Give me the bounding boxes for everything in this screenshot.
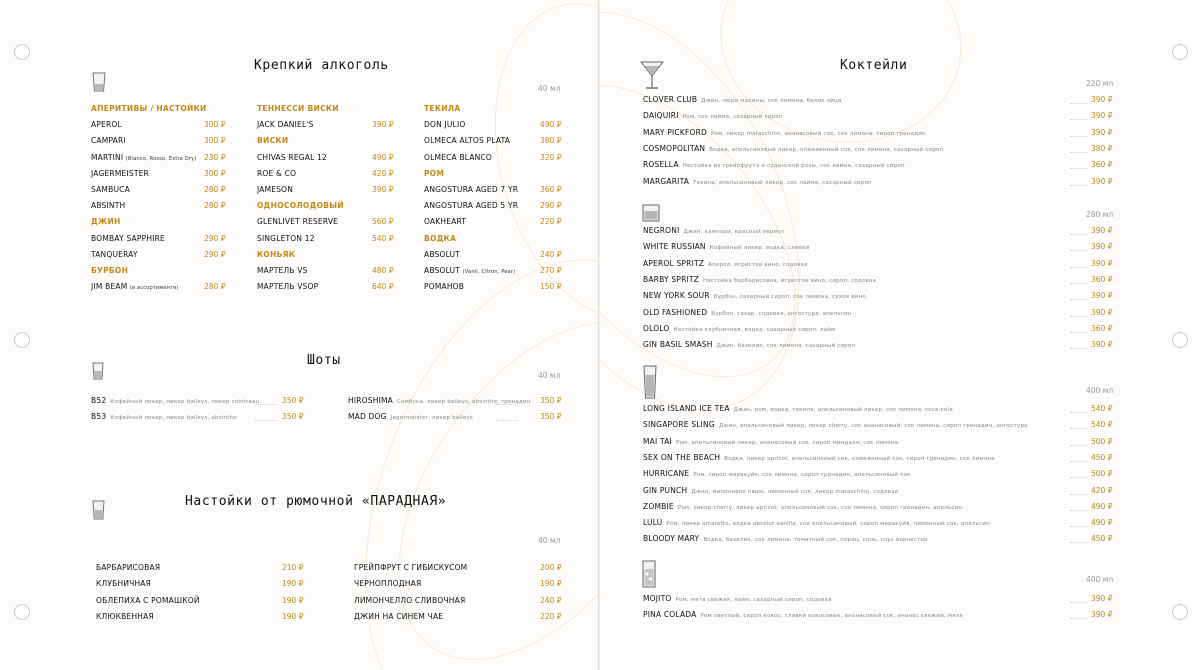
menu-item-name [643,420,1028,429]
menu-item-price: 190 ₽ [282,611,304,621]
shot-glass-icon [92,362,104,380]
dotted-leader [1070,332,1088,333]
item-name-text: OAKHEART [424,217,467,227]
item-name-text: CAMPARI [91,136,126,146]
item-name-text: МАРТЕЛЬ VS [257,266,308,275]
menu-item-name [91,412,237,421]
menu-item-price: 390 ₽ [372,120,394,130]
menu-item-name [643,534,928,543]
item-name-text: ABSOLUT [424,266,461,275]
binder-hole [1172,44,1188,60]
menu-item-name [257,153,327,162]
menu-item-price: 500 ₽ [1091,469,1113,479]
menu-item-name [91,201,125,210]
item-name-text: HIROSHIMA [348,396,393,405]
menu-item-name [348,412,473,421]
menu-item-price: 490 ₽ [1091,501,1113,511]
item-description: Ром, ликер cherry, ликер apricot, апельсиновый сок, сок лимона, сироп гренадин, апельсин [677,504,963,511]
menu-item-name [643,518,990,527]
menu-item-name: ДЖИН НА СИНЕМ ЧАЕ [354,611,444,621]
menu-item-name [643,502,962,511]
item-note: (Vanil, Citron, Pear) [462,269,516,275]
volume-label: 40 мл [538,371,561,380]
menu-item-name [643,486,898,495]
dotted-leader [1070,602,1088,603]
dotted-leader [1070,250,1088,251]
volume-label: 400 мл [1086,386,1114,395]
menu-item-price: 380 ₽ [540,136,562,146]
item-description: Jagermeister, ликер baileys [390,415,473,421]
menu-item-name: КЛЮКВЕННАЯ [96,611,154,621]
item-name-text: APEROL [91,120,122,130]
item-name-text: РОМАНОВ [424,282,465,292]
menu-item-name [643,437,898,446]
menu-item-name [424,120,465,129]
item-description: Самбука, ликер baileys, absinthe, гренадин [396,399,531,405]
menu-item-name [643,308,852,317]
menu-item-price: 540 ₽ [1091,420,1113,430]
item-description: Ром, ликер maraschino, ананасовый сок, сок лимона, сироп гренадин [711,130,926,137]
menu-item-price: 450 ₽ [1091,452,1113,462]
dotted-leader [1070,494,1088,495]
item-name-text: GIN BASIL SMASH [643,340,713,350]
item-name-text: МАРТЕЛЬ VSOP [257,282,319,292]
item-name-text: HURRICANE [643,469,690,479]
dotted-leader [1070,316,1088,317]
item-name-text: TANQUERAY [91,249,138,259]
item-description: Настойка барбарисовая, игристое вино, сироп, содовая [703,277,876,284]
menu-item-name [91,120,122,129]
menu-item-name [91,250,138,259]
marble-swirl [704,0,977,161]
item-description: Ром светлый, сироп кокос, сливки кокосовые, ананасовый сок, ананас свежий, мята [700,613,963,620]
menu-item-name [424,153,492,162]
item-description: Джин, пюре малины, сок лимона, белок яйца [701,98,842,104]
dotted-leader [496,420,518,421]
item-description: Джин, кампари, красный вермут [683,229,785,235]
menu-item-price: 540 ₽ [1091,404,1113,413]
menu-item-price: 480 ₽ [372,266,394,275]
menu-item-price: 220 ₽ [540,611,562,621]
highball-glass-icon [643,365,657,399]
dotted-leader [1070,477,1088,478]
item-description: Джин, базилик, сок лимона, сахарный сироп [716,343,856,350]
item-description: Джин, апельсиновый ликер, ликер cherry, сок ананасовый, сок лимона, сироп гренадин, ангостура [718,423,1028,430]
dotted-leader [255,420,277,421]
dotted-leader [1070,119,1088,120]
dotted-leader [1070,299,1088,300]
menu-item-price: 240 ₽ [540,249,562,259]
category-label: ТЕКИЛА [424,104,461,113]
item-name-text: LONG ISLAND ICE TEA [643,404,730,413]
menu-item-name [91,185,130,194]
item-note: (в ассортименте) [129,285,179,292]
item-name-text: MAD DOG [348,412,387,421]
dotted-leader [1070,542,1088,543]
shot-glass-icon [92,500,105,520]
item-description: Ром, сок лайма, сахарный сироп [682,114,783,121]
category-label: ВИСКИ [257,136,289,146]
item-name-text: BOMBAY SAPPHIRE [91,233,165,243]
menu-item-name [257,120,314,129]
category-label: ТЕННЕССИ ВИСКИ [257,104,339,113]
item-name-text: MARY PICKFORD [643,127,707,137]
item-description: Джин, малиновое пюре, лимонный сок, ликер maraschino, содовая [691,488,899,495]
menu-item-price: 390 ₽ [1091,594,1113,603]
category-label: РОМ [424,168,445,178]
item-name-text: APEROL SPRITZ [643,258,705,268]
menu-item-name [424,250,460,259]
item-description: Кофейный ликер, ликер baileys, absinthe [110,415,237,421]
volume-label: 400 мл [1086,575,1114,584]
dotted-leader [1070,283,1088,284]
menu-item-name: ЧЕРНОПЛОДНАЯ [354,579,422,589]
category-label: ОДНОСОЛОДОВЫЙ [257,201,344,211]
volume-label: 40 мл [538,84,561,93]
menu-item-price: 190 ₽ [540,579,562,589]
item-description: Водка, апельсиновый ликер, клюквенный сок, сок лимона, сахарный сироп [709,146,944,153]
menu-item-name [643,259,808,268]
item-name-text: DON JULIO [424,120,466,130]
item-description: Ром, мята свежая, лайм, сахарный сироп, содовая [675,597,832,603]
menu-item-price: 390 ₽ [1091,176,1113,186]
menu-item-name [91,234,165,243]
item-name-text: JAGERMEISTER [91,168,149,178]
menu-item-price: 360 ₽ [1091,274,1113,284]
dotted-leader [1070,103,1088,104]
menu-item-name: БАРБАРИСОВАЯ [96,563,161,572]
menu-item-name [91,282,179,291]
menu-item-name [643,324,835,333]
menu-item-name [643,144,943,153]
item-name-text: SAMBUCA [91,185,130,194]
dotted-leader [1070,185,1088,186]
item-name-text: MAI TAI [643,436,672,446]
menu-item-name [257,282,318,291]
menu-item-price: 300 ₽ [204,136,226,146]
item-name-text: ANGOSTURA AGED 5 YR [424,201,519,211]
category-label: БУРБОН [91,266,129,275]
dotted-leader [1070,445,1088,446]
menu-item-name [643,469,911,478]
menu-item-name [257,217,338,226]
menu-item-price: 640 ₽ [372,282,394,292]
item-name-text: CLOVER CLUB [643,95,698,104]
item-description: Джин, ром, водка, текила, апельсиновый ликер, сок лимона, coca-cola [733,407,953,413]
dotted-leader [1070,152,1088,153]
item-name-text: GIN PUNCH [643,485,688,495]
item-name-text: ROE & CO [257,168,297,178]
item-name-text: ROSELLA [643,160,679,170]
rocks-glass-icon [642,204,660,222]
dotted-leader [496,404,518,405]
menu-item-price: 390 ₽ [1091,242,1113,252]
item-description: Ром, ликер amaretto, водка absolut vanilla, сок апельсиновый, сироп маракуйя, лимонный сок, апельсин [666,521,990,528]
volume-label: 40 мл [538,536,561,545]
menu-item-name [91,169,149,178]
menu-item-price: 300 ₽ [204,168,226,178]
item-name-text: DAIQUIRI [643,111,679,121]
menu-item-name [643,95,842,104]
menu-item-name [643,610,963,619]
martini-glass-icon [640,60,664,90]
menu-item-name [257,234,315,243]
item-name-text: ZOMBIE [643,501,674,511]
menu-item-price: 190 ₽ [282,579,304,589]
section-title-shots: Шоты [307,353,341,368]
binder-hole [14,44,30,60]
item-description: Водка, ликер apricot, апельсиновый сок, клюквенный сок, сироп гренадин, сок лимона [724,455,995,462]
item-name-text: SINGAPORE SLING [643,420,715,430]
menu-item-price: 220 ₽ [540,217,562,227]
item-name-text: B52 [91,396,107,405]
item-name-text: WHITE RUSSIAN [643,242,706,252]
item-description: Настойка из грейпфрута и суданской розы, сок лайма, сахарный сироп [682,163,905,170]
menu-item-price: 450 ₽ [1091,534,1113,544]
menu-item-price: 210 ₽ [282,563,304,572]
menu-item-name [643,453,995,462]
menu-item-price: 280 ₽ [204,282,226,292]
item-name-text: GLENLIVET RESERVE [257,217,339,227]
item-name-text: OLMECA ALTOS PLATA [424,136,511,146]
marble-swirl [341,271,600,670]
volume-label: 220 мл [1086,79,1114,88]
menu-item-name [643,128,926,137]
item-description: Бурбон, сахар, содовая, ангостура, апельсин [711,310,852,317]
item-name-text: NEW YORK SOUR [643,291,710,301]
menu-item-name [643,291,866,300]
right-page [600,0,1200,670]
menu-item-price: 300 ₽ [204,120,226,130]
dotted-leader [1070,526,1088,527]
menu-item-price: 490 ₽ [1091,518,1113,528]
binder-hole [1172,332,1188,348]
item-description: Водка, базилик, сок лимона, томатный сок, перец, соль, соус ворчестер [703,537,928,544]
menu-item-name [643,160,905,169]
category-label: ВОДКА [424,233,457,243]
menu-item-name [643,275,876,284]
item-name-text: COSMOPOLITAN [643,143,706,153]
menu-item-price: 390 ₽ [1091,95,1113,104]
menu-item-name [643,177,872,186]
menu-item-price: 230 ₽ [204,152,226,162]
dotted-leader [1070,510,1088,511]
menu-item-price: 150 ₽ [540,282,562,292]
dotted-leader [1070,618,1088,619]
menu-item-price: 390 ₽ [1091,258,1113,268]
menu-item-price: 360 ₽ [540,185,562,194]
menu-item-name [257,185,293,194]
menu-item-name [643,226,785,235]
menu-item-price: 350 ₽ [282,412,304,421]
item-name-text: ABSINTH [91,201,126,211]
menu-item-price: 560 ₽ [372,217,394,227]
menu-item-price: 420 ₽ [372,168,394,178]
menu-item-price: 270 ₽ [540,266,562,275]
menu-item-price: 350 ₽ [540,396,562,405]
dotted-leader [1070,267,1088,268]
menu-item-price: 320 ₽ [540,152,562,162]
menu-item-name [643,594,832,603]
item-description: Бурбон, сахарный сироп, сок лимона, сухое вино [713,294,866,301]
menu-item-name [91,396,259,405]
menu-item-price: 360 ₽ [1091,323,1113,333]
menu-item-price: 280 ₽ [204,201,226,211]
menu-item-name [643,111,783,120]
dotted-leader [1070,234,1088,235]
menu-item-name [643,340,855,349]
item-description: Аперол, игристое вино, содовая [708,261,808,268]
menu-item-name [424,201,518,210]
menu-item-price: 390 ₽ [1091,340,1113,350]
item-note: (Bianco, Rosso, Extra Dry) [125,155,197,162]
dotted-leader [255,404,277,405]
menu-item-price: 390 ₽ [1091,226,1113,235]
menu-item-price: 390 ₽ [372,185,394,194]
item-description: Ром, апельсиновый ликер, ананасовый сок, сироп миндаля, сок лимона [675,439,899,446]
item-name-text: MARGARITA [643,176,690,186]
item-name-text: JAMESON [257,185,294,194]
item-name-text: ABSOLUT [424,249,461,259]
item-name-text: OLMECA BLANCO [424,152,493,162]
menu-item-name: ГРЕЙПФРУТ С ГИБИСКУСОМ [354,563,468,572]
menu-item-price: 540 ₽ [372,233,394,243]
item-name-text: PINA COLADA [643,610,697,620]
volume-label: 280 мл [1086,210,1114,219]
menu-item-price: 390 ₽ [1091,291,1113,301]
item-name-text: OLOLO [643,323,670,333]
item-name-text: JACK DANIEL'S [257,120,314,130]
menu-item-price: 420 ₽ [1091,485,1113,495]
menu-item-price: 380 ₽ [1091,143,1113,153]
menu-item-price: 360 ₽ [1091,160,1113,170]
item-description: Настойка клубничная, водка, сахарный сироп, лайм [673,326,836,333]
item-name-text: MOJITO [643,594,672,603]
item-description: Ром, сироп маракуйя, сок лимона, сироп гренадин, апельсиновый сок [693,472,911,479]
menu-item-price: 390 ₽ [1091,610,1113,620]
menu-item-price: 490 ₽ [372,152,394,162]
dotted-leader [1070,461,1088,462]
menu-item-name: КЛУБНИЧНАЯ [96,579,152,589]
section-title-strong-alcohol: Крепкий алкоголь [254,58,389,73]
menu-item-name [424,185,518,194]
binder-hole [14,604,30,620]
menu-item-name [643,242,809,251]
menu-item-price: 290 ₽ [204,233,226,243]
menu-item-name [257,266,308,275]
menu-item-price: 350 ₽ [540,412,562,421]
menu-item-name [643,404,953,413]
menu-item-price: 240 ₽ [540,595,562,605]
dotted-leader [1070,136,1088,137]
category-label: АПЕРИТИВЫ / НАСТОЙКИ [91,104,207,113]
item-name-text: NEGRONI [643,226,680,235]
menu-item-price: 200 ₽ [540,563,562,572]
binder-hole [1172,604,1188,620]
dotted-leader [1070,428,1088,429]
item-description: Кофейный ликер, водка, сливки [709,245,810,252]
dotted-leader [1070,348,1088,349]
menu-item-price: 490 ₽ [540,120,562,130]
item-name-text: BARBY SPRITZ [643,274,700,284]
menu-item-name [424,282,464,291]
menu-item-name [257,169,296,178]
menu-item-price: 350 ₽ [282,396,304,405]
item-name-text: SEX ON THE BEACH [643,452,721,462]
section-title-cocktails: Коктейли [840,58,908,73]
item-name-text: ANGOSTURA AGED 7 YR [424,185,519,194]
item-name-text: MARTINI [91,152,124,162]
collins-glass-icon [642,560,656,588]
menu-item-name [424,266,515,275]
item-name-text: JIM BEAM [91,282,128,292]
category-label: КОНЬЯК [257,249,296,259]
menu-item-price: 290 ₽ [540,201,562,211]
menu-item-name [424,136,510,145]
menu-item-price: 390 ₽ [1091,127,1113,137]
menu-item-price: 190 ₽ [282,595,304,605]
menu-item-price: 390 ₽ [1091,111,1113,121]
item-name-text: SINGLETON 12 [257,233,315,243]
item-description: Кофейный ликер, ликер baileys, ликер cointreau [110,399,260,405]
shot-glass-icon [92,72,106,92]
section-title-infusions: Настойки от рюмочной «ПАРАДНАЯ» [185,494,447,509]
item-name-text: OLD FASHIONED [643,307,708,317]
menu-item-price: 280 ₽ [204,185,226,194]
menu-item-name [424,217,466,226]
menu-item-name [91,153,196,162]
category-label: ДЖИН [91,217,121,227]
dotted-leader [1070,168,1088,169]
menu-item-name: ЛИМОНЧЕЛЛО СЛИВОЧНАЯ [354,595,466,605]
menu-item-price: 390 ₽ [1091,307,1113,317]
item-name-text: CHIVAS REGAL 12 [257,152,328,162]
item-name-text: B53 [91,412,107,421]
item-description: Текила, апельсиновый ликер, сок лайма, сахарный сироп [693,179,872,186]
dotted-leader [1070,412,1088,413]
menu-item-price: 500 ₽ [1091,436,1113,446]
marble-swirl [462,0,600,343]
menu-item-price: 290 ₽ [204,249,226,259]
binder-hole [14,332,30,348]
menu-item-name: ОБЛЕПИХА С РОМАШКОЙ [96,595,200,605]
item-name-text: LULU [643,518,663,528]
item-name-text: BLOODY MARY [643,534,700,544]
menu-item-name [91,136,126,145]
